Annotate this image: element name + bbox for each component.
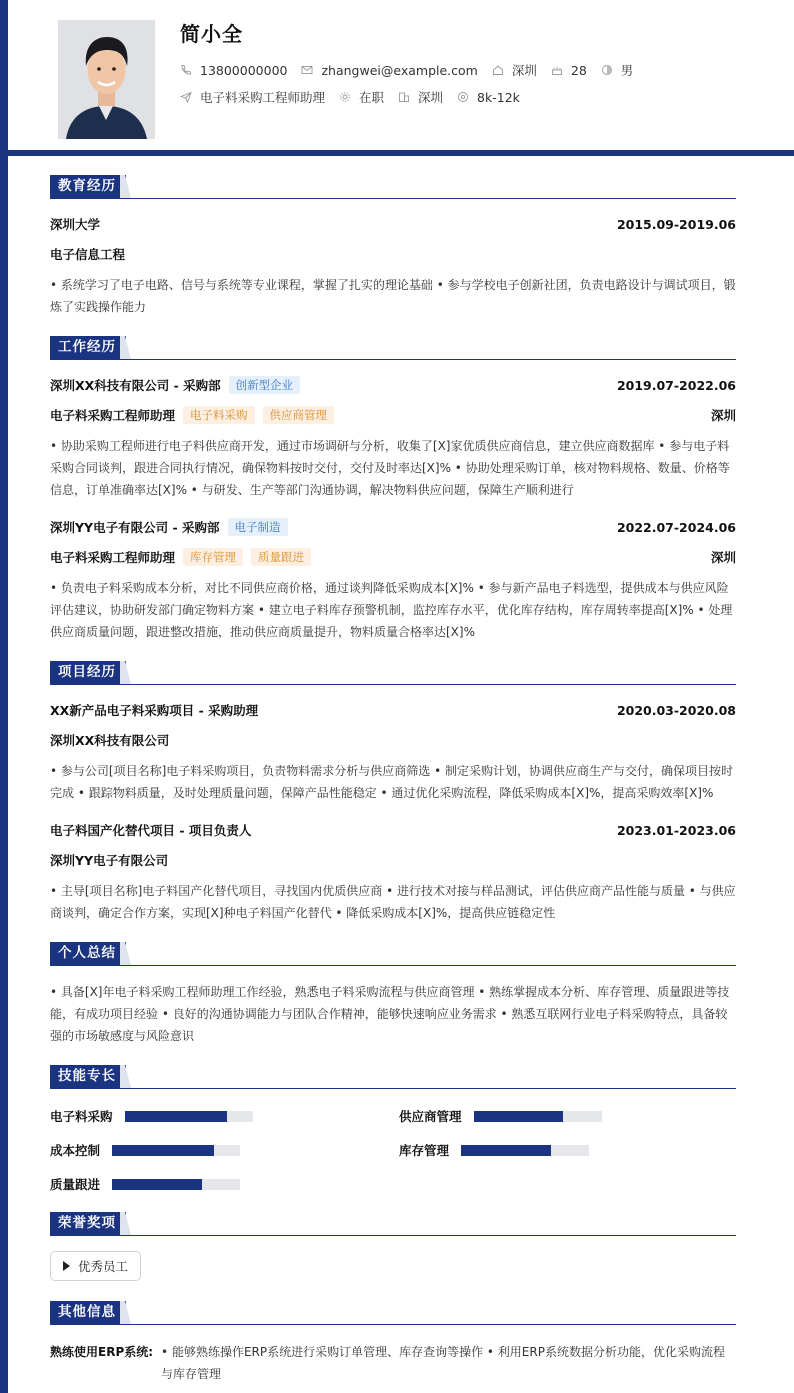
city-info <box>492 61 537 79</box>
education-section <box>50 175 736 314</box>
coin-icon <box>457 91 469 103</box>
role-name: 电子料采购工程师助理 <box>50 408 176 423</box>
skill-item <box>50 1107 253 1125</box>
education-period: 2015.09-2019.06 <box>616 216 736 232</box>
skill-bar <box>474 1111 602 1122</box>
status-text: 在职 <box>359 90 385 105</box>
skill-bar-fill <box>125 1111 227 1122</box>
section-title: 项目经历 <box>50 661 126 684</box>
skill-bar <box>125 1111 253 1122</box>
skill-name: 库存管理 <box>399 1143 450 1158</box>
avatar <box>58 20 155 139</box>
skills-section <box>50 1065 736 1192</box>
section-header <box>50 942 736 966</box>
phone-icon <box>180 64 192 76</box>
building-icon <box>398 91 410 103</box>
work-company-row <box>50 518 736 536</box>
skill-item <box>50 1141 240 1159</box>
major-name: 电子信息工程 <box>50 247 126 262</box>
section-header <box>50 1065 736 1089</box>
project-description: • 参与公司[项目名称]电子料采购项目，负责物料需求分析与供应商筛选 • 制定采购计划，协调供应商生产与交付，确保项目按时完成 • 跟踪物料质量，及时处理质量问题，保障产品性能稳定 • 通过优化采购流程，降低采购成本[X]%，提高采购效率[X]% <box>50 764 733 800</box>
age-info <box>551 63 587 78</box>
section-title: 教育经历 <box>50 175 126 198</box>
education-row <box>50 215 736 233</box>
section-header <box>50 1301 736 1325</box>
city-text: 深圳 <box>511 63 537 78</box>
company-name: 深圳XX科技有限公司 - 采购部 <box>50 378 221 393</box>
work-period: 2019.07-2022.06 <box>616 377 736 393</box>
section-title: 其他信息 <box>50 1301 126 1324</box>
skill-bar <box>112 1179 240 1190</box>
play-icon <box>63 1261 70 1271</box>
section-title: 个人总结 <box>50 942 126 965</box>
other-item <box>50 1341 736 1385</box>
project-description: • 主导[项目名称]电子料国产化替代项目，寻找国内优质供应商 • 进行技术对接与样品测试，评估供应商产品性能与质量 • 与供应商谈判，确定合作方案，实现[X]种电子料国产化替代 • 降低采购成本[X]%，提高供应链稳定性 <box>50 884 736 920</box>
email-text: zhangwei@example.com <box>321 62 478 78</box>
section-title: 工作经历 <box>50 336 126 359</box>
phone-text: 13800000000 <box>200 62 288 78</box>
project-name: XX新产品电子料采购项目 - 采购助理 <box>50 703 259 718</box>
section-title-tail <box>120 942 134 965</box>
company-name: 深圳YY电子有限公司 - 采购部 <box>50 520 220 535</box>
project-company: 深圳XX科技有限公司 <box>50 733 170 748</box>
section-header <box>50 336 736 360</box>
section-title-tail <box>120 175 134 198</box>
section-title: 荣誉奖项 <box>50 1212 126 1235</box>
salary-info <box>457 90 520 105</box>
skill-bar-fill <box>474 1111 564 1122</box>
other-description: • 能够熟练操作ERP系统进行采购订单管理、库存查询等操作 • 利用ERP系统数据分析功能，优化采购流程与库存管理 <box>161 1345 725 1381</box>
project-company: 深圳YY电子有限公司 <box>50 853 169 868</box>
project-period: 2023.01-2023.06 <box>616 822 736 838</box>
age-text: 28 <box>570 62 587 78</box>
skill-item <box>50 1175 240 1193</box>
contact-row <box>180 61 647 79</box>
role-name: 电子料采购工程师助理 <box>50 550 176 565</box>
award-badge <box>50 1251 141 1281</box>
section-header <box>50 1212 736 1236</box>
skill-bar <box>461 1145 589 1156</box>
position-info <box>180 88 325 106</box>
salary-text: 8k-12k <box>477 89 520 105</box>
mail-icon <box>301 64 313 76</box>
school-name: 深圳大学 <box>50 217 101 232</box>
project-period: 2020.03-2020.08 <box>616 702 736 718</box>
work-section <box>50 336 736 639</box>
skill-tag: 质量跟进 <box>251 548 311 566</box>
other-section <box>50 1301 736 1381</box>
gear-icon <box>339 91 351 103</box>
target-city-text: 深圳 <box>418 90 444 105</box>
section-title-tail <box>120 336 134 359</box>
skill-tag: 库存管理 <box>183 548 243 566</box>
skill-name: 供应商管理 <box>399 1109 462 1124</box>
summary-text: • 具备[X]年电子料采购工程师助理工作经验，熟悉电子料采购流程与供应商管理 • 熟练掌握成本分析、库存管理、质量跟进等技能，有成功项目经验 • 良好的沟通协调能力与团队合作精神，能够快速响应业务需求 • 熟悉互联网行业电子料采购特点，具备较强的市场敏感度与风险意识 <box>50 985 730 1043</box>
skill-item <box>399 1107 602 1125</box>
skill-bar-fill <box>112 1179 202 1190</box>
send-icon <box>180 91 192 103</box>
section-title: 技能专长 <box>50 1065 126 1088</box>
summary-section <box>50 942 736 1043</box>
email-info <box>301 63 477 78</box>
skill-name: 质量跟进 <box>50 1177 101 1192</box>
skill-item <box>399 1141 589 1159</box>
skill-tag: 供应商管理 <box>263 406 335 424</box>
gender-info <box>601 61 634 79</box>
section-title-tail <box>120 1301 134 1324</box>
gender-text: 男 <box>620 63 634 78</box>
job-intent-row <box>180 88 534 106</box>
project-row <box>50 701 736 719</box>
work-role-row <box>50 548 736 566</box>
section-header <box>50 175 736 199</box>
work-description: • 负责电子料采购成本分析，对比不同供应商价格，通过谈判降低采购成本[X]% • 参与新产品电子料选型，提供成本与供应风险评估建议，协助研发部门确定物料方案 • 建立电子料库存预警机制，监控库存水平，优化库存结构，库存周转率提高[X]% • 处理供应商质量问题，跟进整改措施，推动供应商质量提升，物料质量合格率达[X]% <box>50 581 733 639</box>
award-name: 优秀员工 <box>78 1259 129 1274</box>
project-row <box>50 821 736 839</box>
section-header <box>50 661 736 685</box>
section-title-tail <box>120 1212 134 1235</box>
phone-info <box>180 63 287 78</box>
cake-icon <box>551 64 563 76</box>
other-label: 熟练使用ERP系统: <box>50 1345 154 1359</box>
project-name: 电子料国产化替代项目 - 项目负责人 <box>50 823 252 838</box>
skill-name: 成本控制 <box>50 1143 101 1158</box>
work-city: 深圳 <box>710 408 736 423</box>
major-row <box>50 245 736 263</box>
work-description: • 协助采购工程师进行电子料供应商开发，通过市场调研与分析，收集了[X]家优质供应商信息，建立供应商数据库 • 参与电子料采购合同谈判，跟进合同执行情况，确保物料按时交付，交付及时率达[X]% • 协助处理采购订单，核对物料规格、数量、价格等信息，订单准确率达[X]% • 与研发、生产等部门沟通协调，解决物料供应问题，保障生产顺利进行 <box>50 439 730 497</box>
project-company-row <box>50 851 736 869</box>
target-city-info <box>398 88 443 106</box>
company-tag: 创新型企业 <box>229 376 301 394</box>
section-title-tail <box>120 661 134 684</box>
project-company-row <box>50 731 736 749</box>
education-description: • 系统学习了电子电路、信号与系统等专业课程，掌握了扎实的理论基础 • 参与学校电子创新社团，负责电路设计与调试项目，锻炼了实践操作能力 <box>50 278 736 314</box>
position-text: 电子料采购工程师助理 <box>200 90 326 105</box>
skill-bar-fill <box>112 1145 214 1156</box>
work-company-row <box>50 376 736 394</box>
home-icon <box>492 64 504 76</box>
candidate-name: 简小全 <box>180 22 243 46</box>
skill-bar-fill <box>461 1145 551 1156</box>
work-role-row <box>50 406 736 424</box>
section-title-tail <box>120 1065 134 1088</box>
company-tag: 电子制造 <box>228 518 288 536</box>
skill-name: 电子料采购 <box>50 1109 113 1124</box>
status-info <box>339 88 384 106</box>
skill-tag: 电子料采购 <box>183 406 255 424</box>
projects-section <box>50 661 736 920</box>
awards-section <box>50 1212 736 1274</box>
work-city: 深圳 <box>710 550 736 565</box>
gender-icon <box>601 64 613 76</box>
resume-header <box>8 0 794 150</box>
resume-body <box>8 156 794 1393</box>
work-period: 2022.07-2024.06 <box>616 519 736 535</box>
skill-bar <box>112 1145 240 1156</box>
